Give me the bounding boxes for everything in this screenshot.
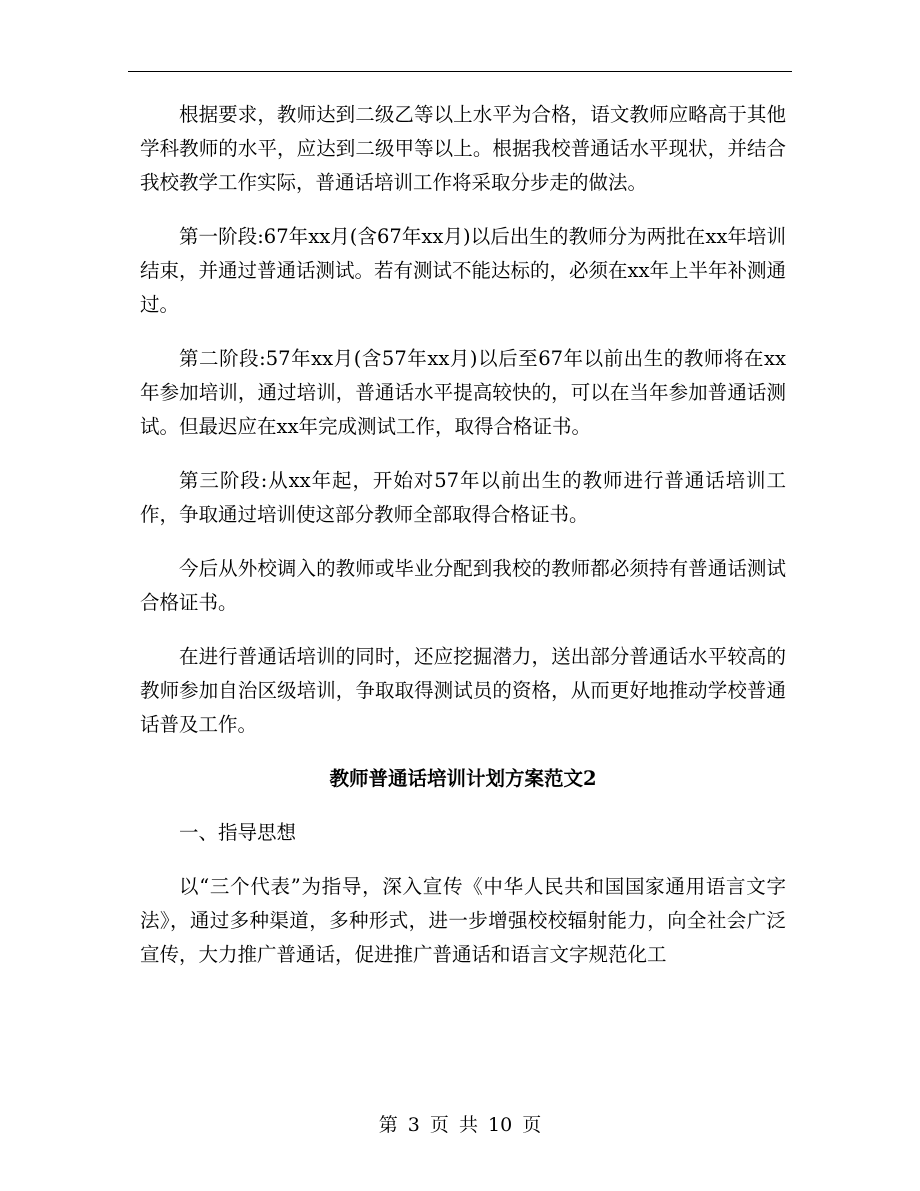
- paragraph-stage-one: 第一阶段:67年xx月(含67年xx月)以后出生的教师分为两批在xx年培训结束，并通过普通话测试。若有测试不能达标的，必须在xx年上半年补测通过。: [140, 225, 786, 316]
- header-rule: [128, 71, 792, 72]
- page-number-footer: 第 3 页 共 10 页: [378, 1114, 542, 1136]
- section-title: 教师普通话培训计划方案范文2: [329, 767, 597, 790]
- paragraph-stage-two: 第二阶段:57年xx月(含57年xx月)以后至67年以前出生的教师将在xx年参加培训，通过培训，普通话水平提高较快的，可以在当年参加普通话测试。但最迟应在xx年完成测试工作，取得合格证书。: [140, 347, 786, 438]
- document-body: [140, 98, 786, 992]
- paragraph-transfer-teachers: 今后从外校调入的教师或毕业分配到我校的教师都必须持有普通话测试合格证书。: [140, 557, 786, 614]
- paragraph-requirements: 根据要求，教师达到二级乙等以上水平为合格，语文教师应略高于其他学科教师的水平，应达到二级甲等以上。根据我校普通话水平现状，并结合我校教学工作实际，普通话培训工作将采取分步走的做法。: [140, 103, 786, 194]
- paragraph-stage-three: 第三阶段:从xx年起，开始对57年以前出生的教师进行普通话培训工作，争取通过培训使这部分教师全部取得合格证书。: [140, 469, 786, 526]
- paragraph-guiding-thought: 以“三个代表”为指导，深入宣传《中华人民共和国国家通用语言文字法》，通过多种渠道，多种形式，进一步增强校校辐射能力，向全社会广泛宣传，大力推广普通话，促进推广普通话和语言文字规范化工: [140, 875, 786, 966]
- section-heading-guiding-thought: 一、指导思想: [179, 821, 297, 844]
- paragraph-tester-training: 在进行普通话培训的同时，还应挖掘潜力，送出部分普通话水平较高的教师参加自治区级培训，争取取得测试员的资格，从而更好地推动学校普通话普及工作。: [140, 645, 786, 736]
